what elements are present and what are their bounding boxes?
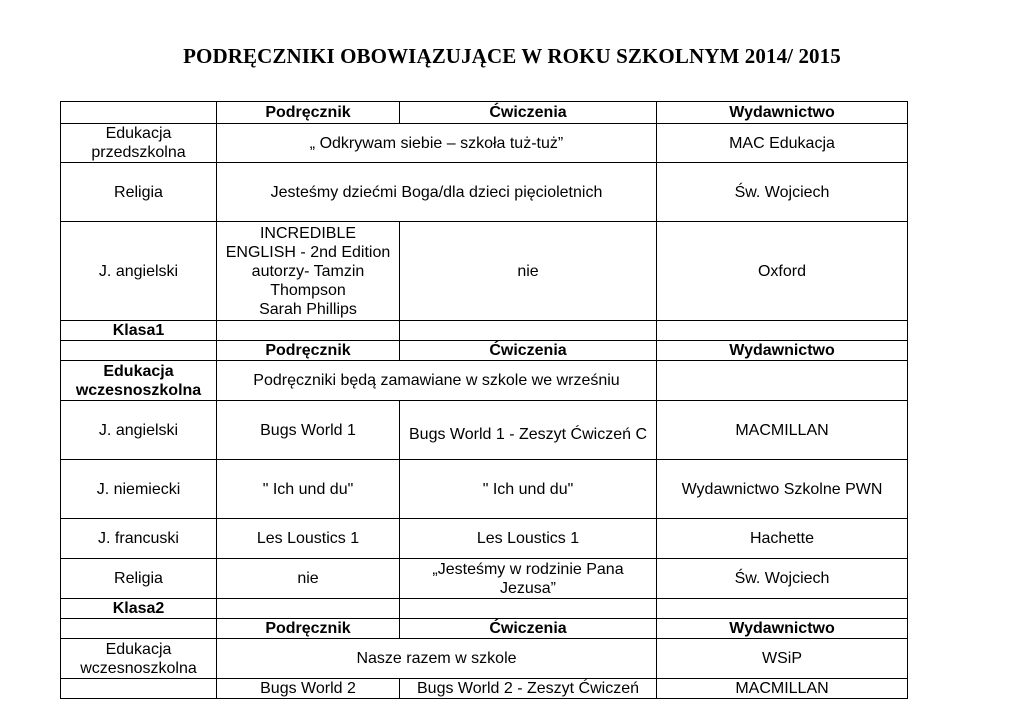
header-cwiczenia: Ćwiczenia xyxy=(400,102,657,124)
publisher-cell: WSiP xyxy=(657,639,908,679)
empty-cell xyxy=(657,599,908,619)
book-line: autorzy- Tamzin xyxy=(251,262,365,280)
exercises-cell: nie xyxy=(400,222,657,321)
subject-cell xyxy=(61,679,217,699)
subject-cell: Edukacja wczesnoszkolna xyxy=(61,639,217,679)
subject-cell: J. francuski xyxy=(61,519,217,559)
header-empty-cell xyxy=(61,619,217,639)
book-line: INCREDIBLE xyxy=(259,224,357,242)
header-podrecznik: Podręcznik xyxy=(217,102,400,124)
book-cell xyxy=(217,222,400,321)
empty-cell xyxy=(217,599,400,619)
table-header-row xyxy=(61,102,908,124)
empty-cell xyxy=(400,599,657,619)
section-label-klasa2: Klasa2 xyxy=(61,599,217,619)
book-cell: Jesteśmy dziećmi Boga/dla dzieci pięcioletnich xyxy=(217,163,657,222)
subject-cell: Religia xyxy=(61,559,217,599)
table-row xyxy=(61,559,908,599)
subject-cell: J. niemiecki xyxy=(61,460,217,519)
book-cell: nie xyxy=(217,559,400,599)
publisher-cell: Św. Wojciech xyxy=(657,559,908,599)
empty-cell xyxy=(657,321,908,341)
page-title: PODRĘCZNIKI OBOWIĄZUJĄCE W ROKU SZKOLNYM 2014/ 2015 xyxy=(183,44,841,68)
publisher-cell: MACMILLAN xyxy=(657,401,908,460)
header-cwiczenia: Ćwiczenia xyxy=(400,341,657,361)
publisher-cell: Św. Wojciech xyxy=(657,163,908,222)
empty-cell xyxy=(400,321,657,341)
subject-cell: J. angielski xyxy=(61,222,217,321)
header-cwiczenia: Ćwiczenia xyxy=(400,619,657,639)
exercises-cell: Les Loustics 1 xyxy=(400,519,657,559)
section-label-klasa1: Klasa1 xyxy=(61,321,217,341)
publisher-cell: Oxford xyxy=(657,222,908,321)
book-line: Thompson xyxy=(270,281,346,299)
header-podrecznik: Podręcznik xyxy=(217,341,400,361)
subject-cell: Edukacja przedszkolna xyxy=(61,124,217,163)
book-line: Sarah Phillips xyxy=(259,300,357,318)
table-row xyxy=(61,519,908,559)
book-cell: Podręczniki będą zamawiane w szkole we wrześniu xyxy=(217,361,657,401)
section-row xyxy=(61,321,908,341)
table-row xyxy=(61,401,908,460)
exercises-cell: " Ich und du" xyxy=(400,460,657,519)
book-cell: Bugs World 1 xyxy=(217,401,400,460)
header-wydawnictwo: Wydawnictwo xyxy=(657,619,908,639)
header-empty-cell xyxy=(61,341,217,361)
textbook-table xyxy=(60,101,908,699)
publisher-cell xyxy=(657,361,908,401)
book-cell: " Ich und du" xyxy=(217,460,400,519)
table-header-row xyxy=(61,341,908,361)
header-empty-cell xyxy=(61,102,217,124)
table-row xyxy=(61,361,908,401)
exercises-cell: Bugs World 1 - Zeszyt Ćwiczeń C xyxy=(400,401,657,460)
table-row xyxy=(61,679,908,699)
subject-cell: J. angielski xyxy=(61,401,217,460)
table-row xyxy=(61,124,908,163)
table-header-row xyxy=(61,619,908,639)
table-row xyxy=(61,460,908,519)
header-wydawnictwo: Wydawnictwo xyxy=(657,341,908,361)
empty-cell xyxy=(217,321,400,341)
exercises-cell: Bugs World 2 - Zeszyt Ćwiczeń xyxy=(400,679,657,699)
publisher-cell: Hachette xyxy=(657,519,908,559)
subject-cell: Edukacja wczesnoszkolna xyxy=(61,361,217,401)
table-row xyxy=(61,222,908,321)
book-line: ENGLISH - 2nd Edition xyxy=(225,243,391,261)
book-cell: Nasze razem w szkole xyxy=(217,639,657,679)
publisher-cell: Wydawnictwo Szkolne PWN xyxy=(657,460,908,519)
book-cell: Les Loustics 1 xyxy=(217,519,400,559)
header-wydawnictwo: Wydawnictwo xyxy=(657,102,908,124)
book-cell: Bugs World 2 xyxy=(217,679,400,699)
publisher-cell: MAC Edukacja xyxy=(657,124,908,163)
header-podrecznik: Podręcznik xyxy=(217,619,400,639)
table-row xyxy=(61,163,908,222)
subject-cell: Religia xyxy=(61,163,217,222)
book-cell: „ Odkrywam siebie – szkoła tuż-tuż” xyxy=(217,124,657,163)
section-row xyxy=(61,599,908,619)
exercises-cell: „Jesteśmy w rodzinie Pana Jezusa” xyxy=(400,559,657,599)
publisher-cell: MACMILLAN xyxy=(657,679,908,699)
table-row xyxy=(61,639,908,679)
